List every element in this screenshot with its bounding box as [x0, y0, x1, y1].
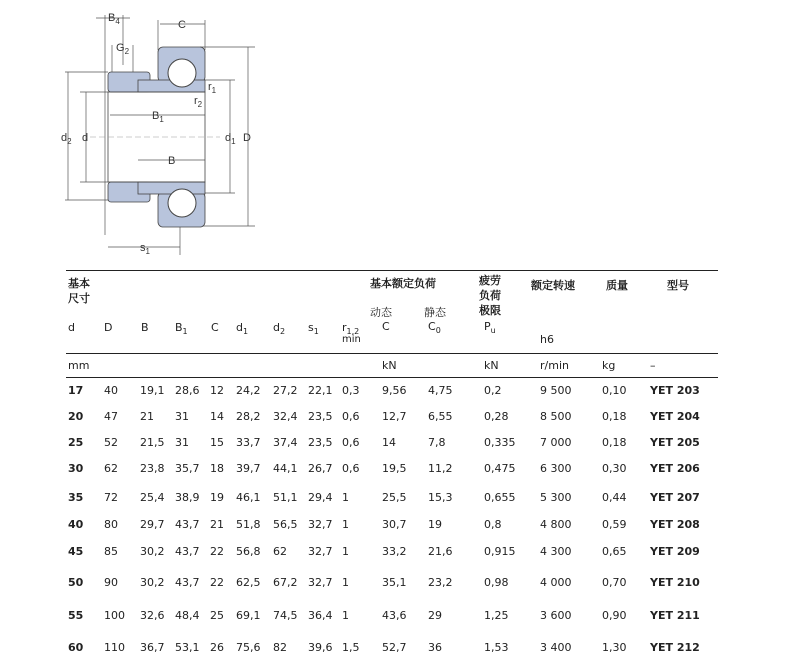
- table-cell: 48,4: [175, 609, 200, 622]
- table-cell: 0,65: [602, 545, 627, 558]
- header-rule: [66, 353, 718, 354]
- svg-text:r2: $r_2$: [194, 95, 203, 109]
- svg-text:C: C: [178, 19, 186, 31]
- table-cell: 26,7: [308, 462, 333, 475]
- table-cell: 0,98: [484, 576, 509, 589]
- table-cell: 19: [428, 518, 442, 531]
- table-cell: 25,4: [140, 491, 165, 504]
- table-cell: 22: [210, 576, 224, 589]
- sym-D: D: [104, 321, 113, 334]
- table-cell: 36,7: [140, 641, 165, 654]
- table-cell: 32,7: [308, 545, 333, 558]
- svg-text:d2: $d_2$: [61, 132, 72, 146]
- table-cell: 9 500: [540, 384, 572, 397]
- table-cell: 0,8: [484, 518, 502, 531]
- table-cell: 43,6: [382, 609, 407, 622]
- table-cell: 21: [140, 410, 154, 423]
- table-cell: 56,5: [273, 518, 298, 531]
- table-cell: 0,6: [342, 410, 360, 423]
- svg-text:B: B: [168, 155, 176, 167]
- unit-designation: –: [650, 359, 656, 372]
- header-load-ratings: 基本额定负荷: [370, 277, 436, 290]
- table-cell: 53,1: [175, 641, 200, 654]
- table-cell: 80: [104, 518, 118, 531]
- table-cell: 25: [210, 609, 224, 622]
- table-cell: YET 207: [650, 491, 700, 504]
- table-cell: 3 400: [540, 641, 572, 654]
- table-cell: 31: [175, 436, 189, 449]
- table-cell: 40: [68, 518, 84, 531]
- table-cell: 0,2: [484, 384, 502, 397]
- table-cell: 1: [342, 609, 349, 622]
- table-cell: 0,70: [602, 576, 627, 589]
- table-cell: 32,6: [140, 609, 165, 622]
- table-cell: 55: [68, 609, 84, 622]
- sym-B: B: [141, 321, 149, 334]
- table-cell: 52: [104, 436, 118, 449]
- table-cell: 0,18: [602, 436, 627, 449]
- table-cell: 5 300: [540, 491, 572, 504]
- table-cell: 19,1: [140, 384, 165, 397]
- table-cell: 0,90: [602, 609, 627, 622]
- table-cell: 20: [68, 410, 84, 423]
- table-cell: 4 000: [540, 576, 572, 589]
- header-basic-dims-2: 尺寸: [68, 292, 90, 305]
- table-cell: YET 211: [650, 609, 700, 622]
- table-cell: YET 203: [650, 384, 700, 397]
- table-cell: 0,44: [602, 491, 627, 504]
- table-cell: 33,2: [382, 545, 407, 558]
- sym-C0: $C_0$: [428, 320, 441, 336]
- table-cell: 1: [342, 576, 349, 589]
- table-cell: 43,7: [175, 545, 200, 558]
- svg-text:B1: $B_1$: [152, 110, 164, 124]
- table-cell: 12: [210, 384, 224, 397]
- table-cell: 90: [104, 576, 118, 589]
- table-cell: 46,1: [236, 491, 261, 504]
- table-cell: 22,1: [308, 384, 333, 397]
- sym-d1: $d_1$: [236, 321, 249, 337]
- table-cell: 26: [210, 641, 224, 654]
- table-cell: 30: [68, 462, 84, 475]
- table-cell: 60: [68, 641, 84, 654]
- table-cell: 6,55: [428, 410, 453, 423]
- table-cell: YET 205: [650, 436, 700, 449]
- table-cell: 7,8: [428, 436, 446, 449]
- table-cell: 0,59: [602, 518, 627, 531]
- table-cell: 1,5: [342, 641, 360, 654]
- table-cell: 21: [210, 518, 224, 531]
- sym-r: $r_{1,2}$: [342, 321, 360, 337]
- table-cell: 39,6: [308, 641, 333, 654]
- table-cell: 35,7: [175, 462, 200, 475]
- table-cell: 25: [68, 436, 84, 449]
- table-cell: 29,4: [308, 491, 333, 504]
- table-cell: 36,4: [308, 609, 333, 622]
- table-cell: 19: [210, 491, 224, 504]
- svg-text:D: D: [243, 132, 251, 144]
- svg-text:s1: $s_1$: [140, 242, 150, 256]
- table-cell: 1: [342, 518, 349, 531]
- table-cell: 9,56: [382, 384, 407, 397]
- unit-kN-fatigue: kN: [484, 359, 499, 372]
- table-cell: 1,53: [484, 641, 509, 654]
- table-cell: 0,6: [342, 462, 360, 475]
- table-cell: 43,7: [175, 576, 200, 589]
- table-cell: 82: [273, 641, 287, 654]
- table-cell: 15,3: [428, 491, 453, 504]
- table-cell: 62: [273, 545, 287, 558]
- unit-mass: kg: [602, 359, 616, 372]
- table-cell: 7 000: [540, 436, 572, 449]
- table-cell: 0,10: [602, 384, 627, 397]
- header-dynamic: 动态: [370, 306, 392, 319]
- table-cell: 27,2: [273, 384, 298, 397]
- sym-s1: $s_1$: [308, 321, 319, 337]
- table-top-rule: [66, 270, 718, 271]
- table-cell: 23,8: [140, 462, 165, 475]
- table-cell: 4,75: [428, 384, 453, 397]
- table-cell: 32,7: [308, 576, 333, 589]
- table-cell: 28,2: [236, 410, 261, 423]
- unit-kN-load: kN: [382, 359, 397, 372]
- table-cell: 52,7: [382, 641, 407, 654]
- table-cell: 50: [68, 576, 84, 589]
- table-cell: 51,8: [236, 518, 261, 531]
- table-cell: 4 300: [540, 545, 572, 558]
- table-cell: 35,1: [382, 576, 407, 589]
- sym-C-dyn: C: [382, 320, 390, 333]
- table-cell: 43,7: [175, 518, 200, 531]
- table-cell: 12,7: [382, 410, 407, 423]
- header-fatigue-2: 负荷: [479, 289, 501, 302]
- table-cell: 30,2: [140, 545, 165, 558]
- table-cell: YET 208: [650, 518, 700, 531]
- svg-text:d: d: [82, 132, 89, 144]
- table-cell: 40: [104, 384, 118, 397]
- table-cell: 0,915: [484, 545, 516, 558]
- header-basic-dims-1: 基本: [68, 277, 90, 290]
- table-cell: 32,7: [308, 518, 333, 531]
- table-cell: 0,3: [342, 384, 360, 397]
- sym-d2: $d_2$: [273, 321, 286, 337]
- table-cell: YET 204: [650, 410, 700, 423]
- table-cell: 85: [104, 545, 118, 558]
- table-cell: 0,30: [602, 462, 627, 475]
- table-cell: 30,2: [140, 576, 165, 589]
- table-cell: 18: [210, 462, 224, 475]
- table-cell: 56,8: [236, 545, 261, 558]
- table-cell: 0,655: [484, 491, 516, 504]
- table-cell: 0,28: [484, 410, 509, 423]
- table-cell: 4 800: [540, 518, 572, 531]
- table-cell: 47: [104, 410, 118, 423]
- table-cell: 15: [210, 436, 224, 449]
- unit-mm: mm: [68, 359, 90, 372]
- table-cell: 1,25: [484, 609, 509, 622]
- header-designation: 型号: [667, 279, 689, 292]
- table-cell: 19,5: [382, 462, 407, 475]
- table-cell: 3 600: [540, 609, 572, 622]
- header-fatigue-3: 极限: [479, 304, 501, 317]
- table-cell: 110: [104, 641, 125, 654]
- table-cell: 62: [104, 462, 118, 475]
- table-cell: 0,18: [602, 410, 627, 423]
- table-cell: 72: [104, 491, 118, 504]
- sym-h6: h6: [540, 333, 554, 346]
- table-cell: 24,2: [236, 384, 261, 397]
- svg-text:B4: $B_4$: [108, 12, 120, 26]
- header-static: 静态: [424, 306, 446, 319]
- table-cell: 1: [342, 491, 349, 504]
- table-cell: 44,1: [273, 462, 298, 475]
- table-cell: 36: [428, 641, 442, 654]
- table-cell: 74,5: [273, 609, 298, 622]
- table-cell: 11,2: [428, 462, 453, 475]
- table-cell: 14: [210, 410, 224, 423]
- table-cell: 25,5: [382, 491, 407, 504]
- table-cell: 21,6: [428, 545, 453, 558]
- table-cell: 39,7: [236, 462, 261, 475]
- svg-text:r1: $r_1$: [208, 81, 217, 95]
- table-cell: 0,335: [484, 436, 516, 449]
- table-cell: 30,7: [382, 518, 407, 531]
- sym-d: d: [68, 321, 75, 334]
- table-cell: 33,7: [236, 436, 261, 449]
- table-cell: 28,6: [175, 384, 200, 397]
- svg-text:G2: $G_2$: [116, 42, 130, 56]
- sym-Pu: $P_u$: [484, 320, 496, 336]
- table-cell: 45: [68, 545, 84, 558]
- units-rule: [66, 377, 718, 378]
- table-cell: 69,1: [236, 609, 261, 622]
- sym-B1: $B_1$: [175, 321, 188, 337]
- table-cell: YET 212: [650, 641, 700, 654]
- table-cell: 23,2: [428, 576, 453, 589]
- table-cell: 17: [68, 384, 84, 397]
- table-cell: 23,5: [308, 436, 333, 449]
- table-cell: 14: [382, 436, 396, 449]
- header-speed: 额定转速: [531, 279, 575, 292]
- table-cell: 1,30: [602, 641, 627, 654]
- sym-r-min: min: [342, 334, 361, 345]
- table-cell: 6 300: [540, 462, 572, 475]
- table-cell: 23,5: [308, 410, 333, 423]
- table-cell: YET 206: [650, 462, 700, 475]
- table-cell: 35: [68, 491, 84, 504]
- table-cell: 38,9: [175, 491, 200, 504]
- table-cell: 1: [342, 545, 349, 558]
- header-mass: 质量: [606, 279, 628, 292]
- table-cell: 62,5: [236, 576, 261, 589]
- table-cell: 32,4: [273, 410, 298, 423]
- header-fatigue-1: 疲劳: [479, 274, 501, 287]
- table-cell: 100: [104, 609, 125, 622]
- svg-text:d1: $d_1$: [225, 132, 236, 146]
- table-cell: 0,475: [484, 462, 516, 475]
- table-cell: 67,2: [273, 576, 298, 589]
- sym-C: C: [211, 321, 219, 334]
- unit-speed: r/min: [540, 359, 569, 372]
- table-cell: 31: [175, 410, 189, 423]
- table-cell: YET 209: [650, 545, 700, 558]
- table-cell: 29: [428, 609, 442, 622]
- table-cell: 29,7: [140, 518, 165, 531]
- table-cell: 51,1: [273, 491, 298, 504]
- table-cell: 75,6: [236, 641, 261, 654]
- table-cell: 0,6: [342, 436, 360, 449]
- table-cell: YET 210: [650, 576, 700, 589]
- table-cell: 8 500: [540, 410, 572, 423]
- bearing-diagram: [60, 0, 260, 260]
- table-cell: 21,5: [140, 436, 165, 449]
- table-cell: 37,4: [273, 436, 298, 449]
- table-cell: 22: [210, 545, 224, 558]
